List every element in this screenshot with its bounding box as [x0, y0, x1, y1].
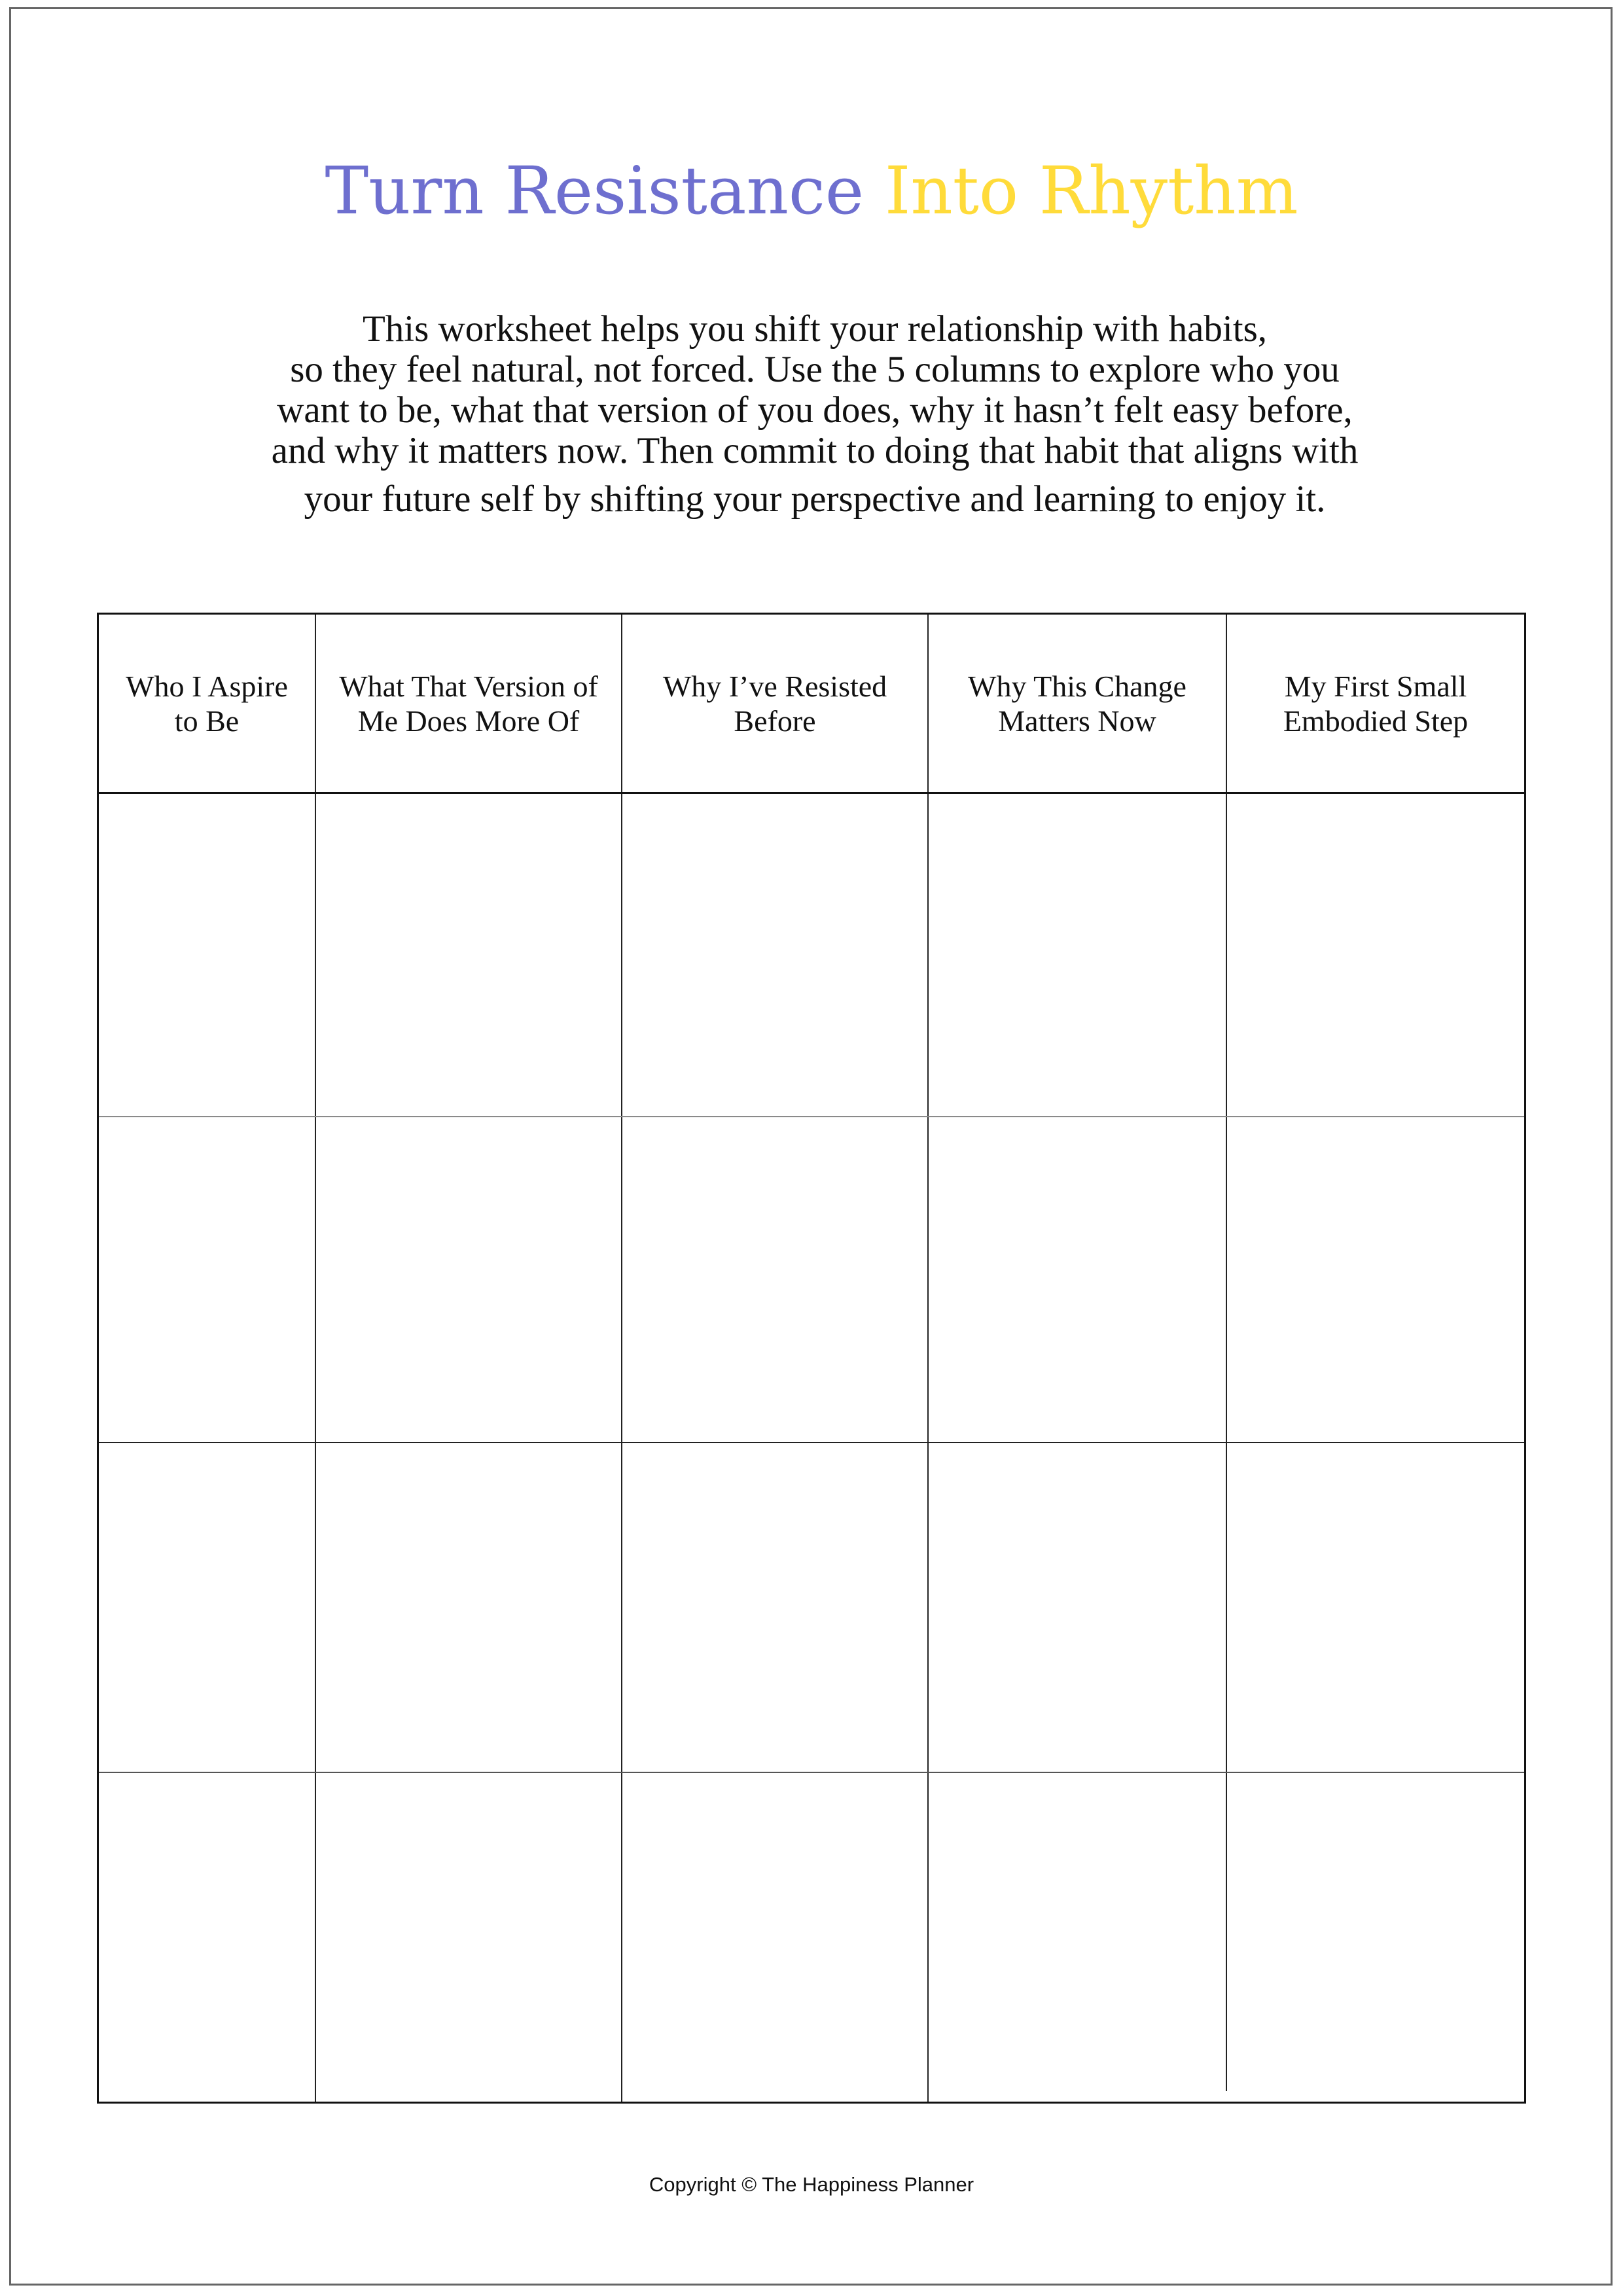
intro-line: so they feel natural, not forced. Use the 5 columns to explore who you	[290, 349, 1340, 390]
header-line: What That Version of	[339, 669, 598, 703]
intro-line: and why it matters now. Then commit to doing that habit that aligns with	[271, 430, 1359, 471]
header-line: Before	[734, 704, 816, 738]
table-cell[interactable]	[316, 1443, 621, 1772]
table-cell[interactable]	[929, 794, 1226, 1116]
page-title	[0, 145, 1623, 237]
header-line: Why I’ve Resisted	[662, 669, 887, 703]
table-cell[interactable]	[622, 794, 927, 1116]
table-cell[interactable]	[1227, 794, 1523, 1116]
table-cell[interactable]	[929, 1773, 1226, 2100]
table-cell[interactable]	[99, 794, 315, 1116]
header-line: Embodied Step	[1283, 704, 1469, 738]
title-accent: Into Rhythm	[884, 152, 1298, 229]
header-line: Why This Change	[968, 669, 1186, 703]
table-cell[interactable]	[1227, 1773, 1523, 2100]
column-header-why-change-matters	[929, 615, 1226, 792]
copyright-footer: Copyright © The Happiness Planner	[649, 2173, 974, 2196]
table-cell[interactable]	[99, 1443, 315, 1772]
intro-line: want to be, what that version of you does, why it hasn’t felt easy before,	[277, 389, 1353, 431]
header-line: Who I Aspire	[126, 669, 288, 703]
header-line: to Be	[174, 704, 240, 738]
table-cell[interactable]	[622, 1773, 927, 2100]
column-header-first-small-step	[1227, 615, 1524, 792]
column-header-what-that-version	[316, 615, 621, 792]
table-cell[interactable]	[316, 1773, 621, 2100]
worksheet-table	[97, 613, 1526, 2104]
intro-line: your future self by shifting your perspective and learning to enjoy it.	[304, 478, 1326, 520]
intro-paragraph	[131, 309, 1499, 520]
table-cell[interactable]	[1227, 1117, 1523, 1442]
table-cell[interactable]	[99, 1773, 315, 2100]
table-cell[interactable]	[622, 1443, 927, 1772]
table-cell[interactable]	[929, 1443, 1226, 1772]
table-cell[interactable]	[622, 1117, 927, 1442]
intro-line: This worksheet helps you shift your relationship with habits,	[362, 308, 1268, 350]
table-cell[interactable]	[929, 1117, 1226, 1442]
table-cell[interactable]	[1227, 1443, 1523, 1772]
header-line: Matters Now	[998, 704, 1156, 738]
table-cell[interactable]	[316, 794, 621, 1116]
header-line: Me Does More Of	[357, 704, 580, 738]
table-cell[interactable]	[99, 1117, 315, 1442]
column-header-why-resisted	[622, 615, 927, 792]
header-line: My First Small	[1284, 669, 1467, 703]
column-header-who-i-aspire	[99, 615, 315, 792]
table-cell[interactable]	[316, 1117, 621, 1442]
title-primary: Turn Resistance	[325, 152, 865, 229]
